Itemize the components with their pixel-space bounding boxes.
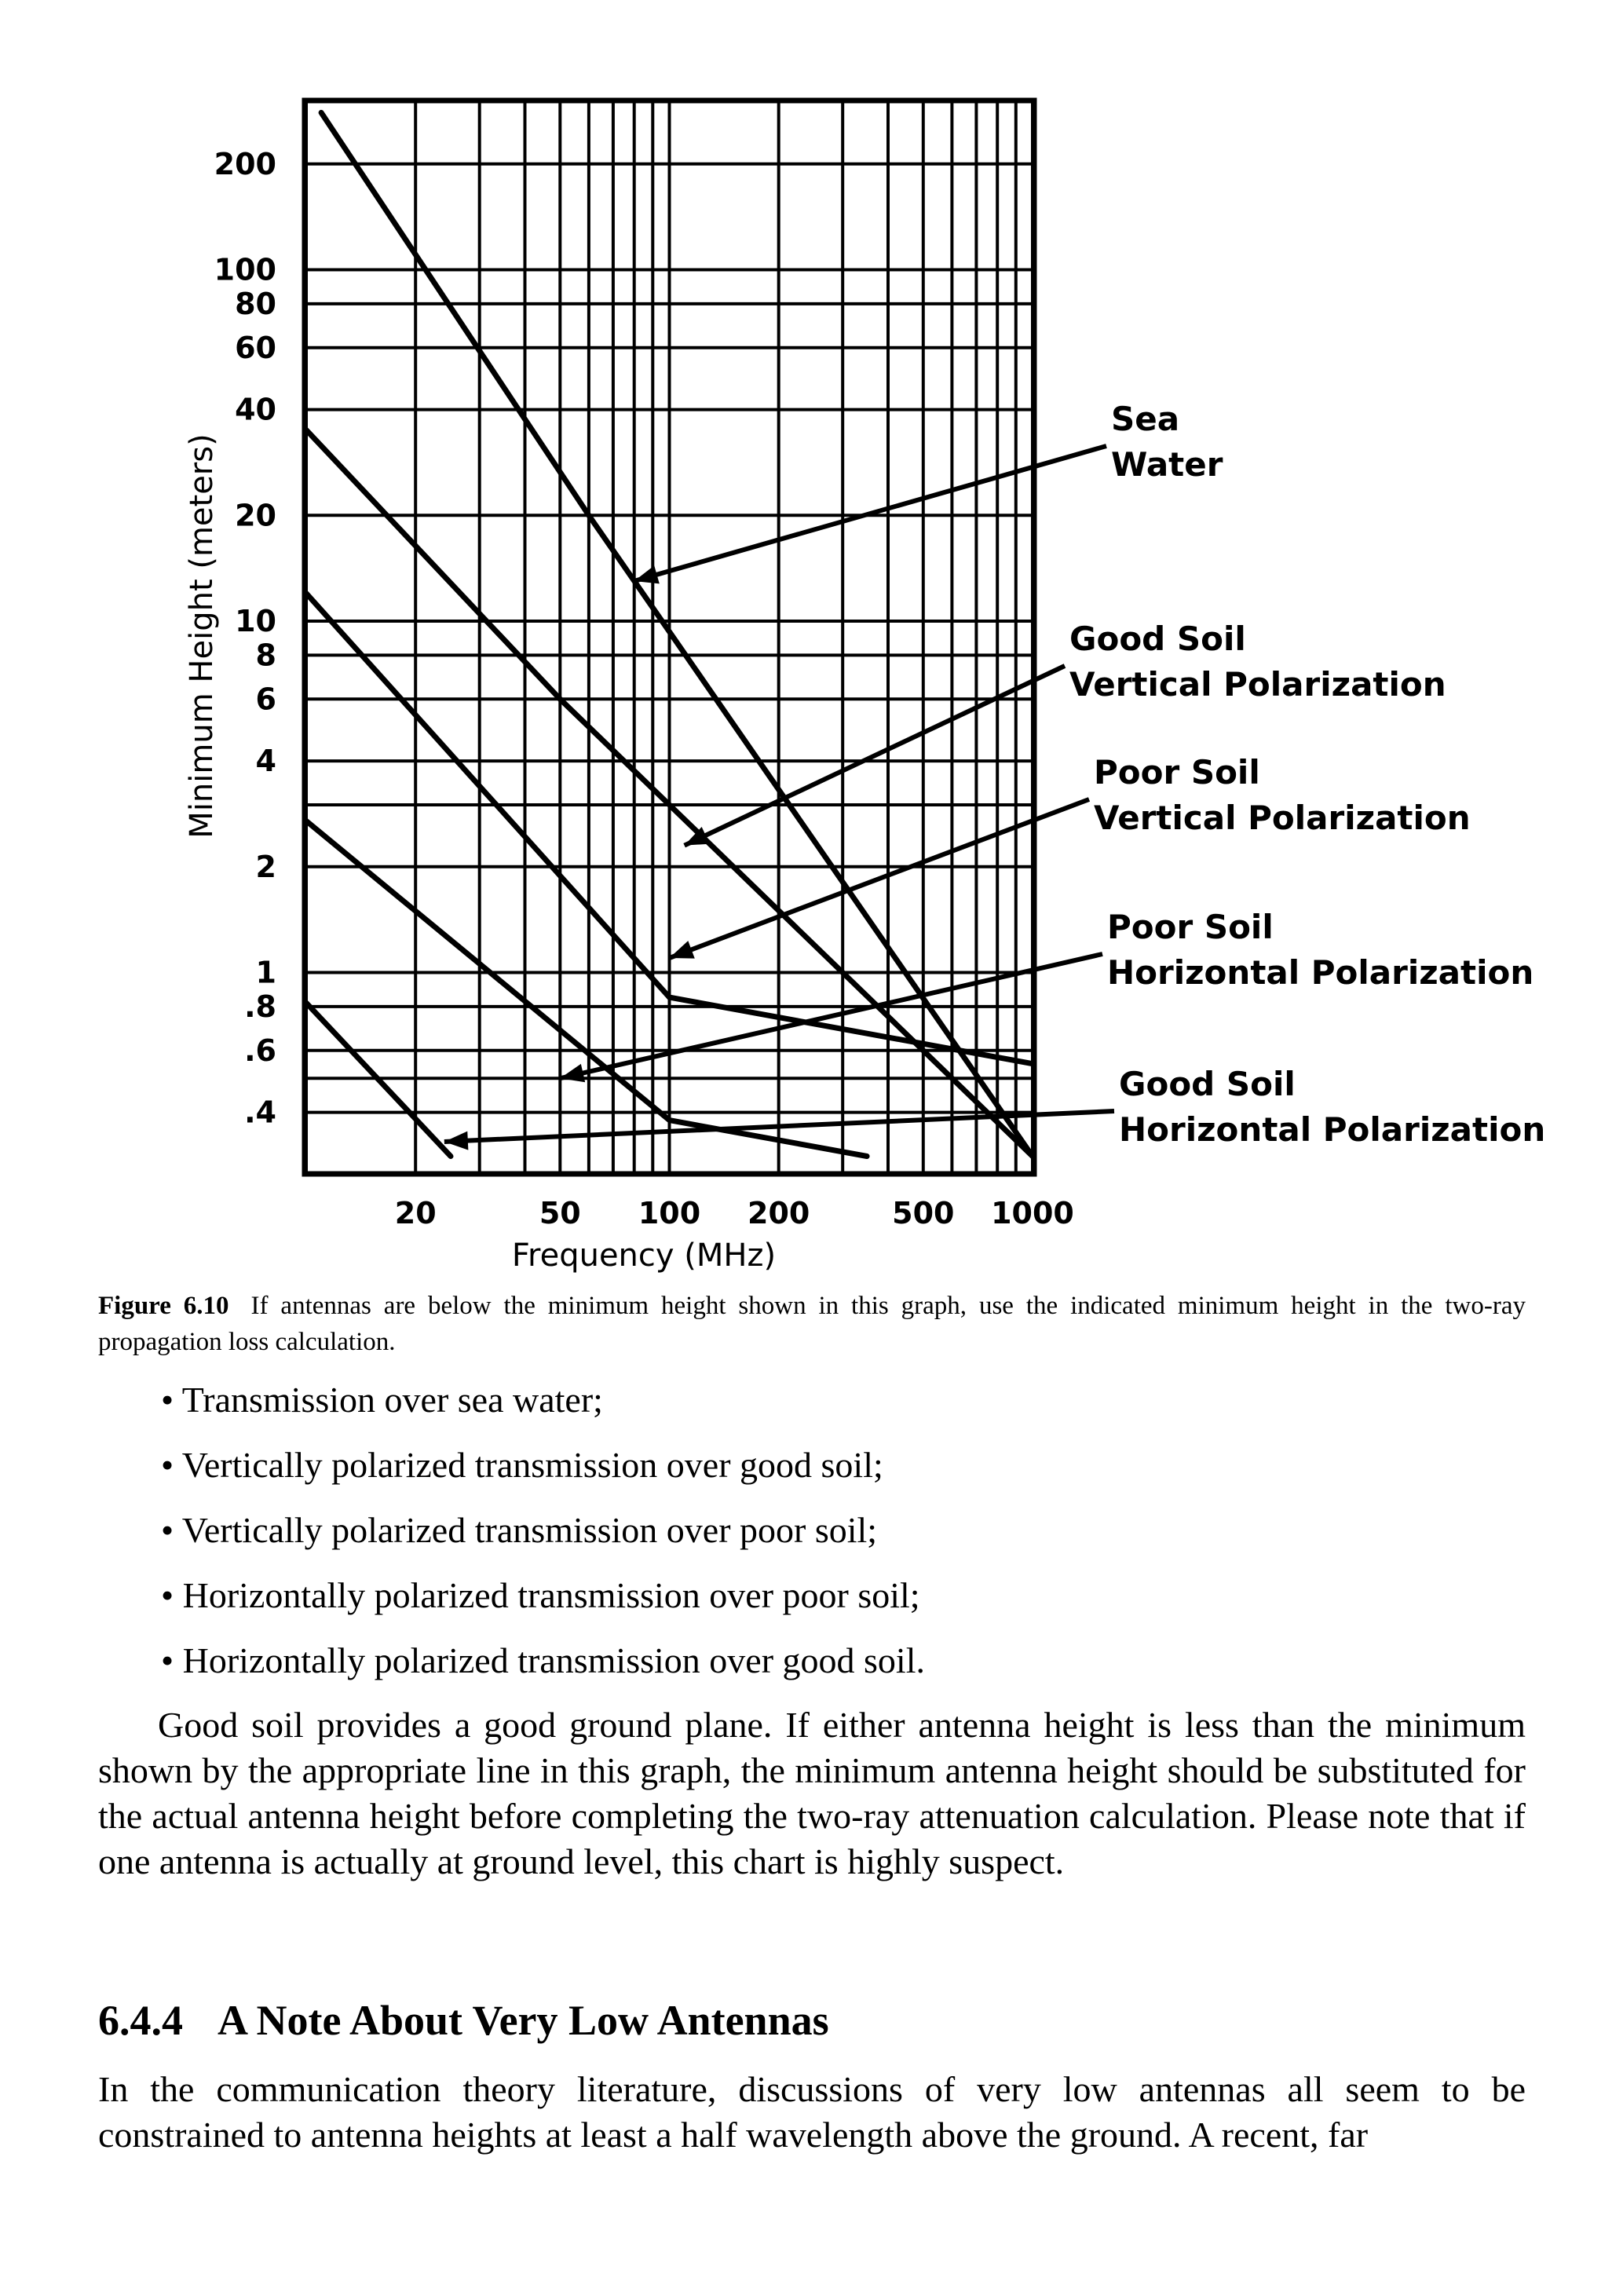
callout-arrowhead xyxy=(634,565,660,583)
x-tick-label: 100 xyxy=(638,1196,701,1230)
y-tick-label: 60 xyxy=(235,330,276,365)
section-title: A Note About Very Low Antennas xyxy=(217,1997,829,2044)
callout-label-1: Sea xyxy=(1111,400,1180,438)
body-paragraph-good-soil: Good soil provides a good ground plane. If either antenna height is less than the minimum shown by the appropriate line in this graph, the minimum antenna height should be substituted for the actual antenna height before completing the two-ray attenuation calculation. Please note that if one antenna is actually at ground level, this chart is highly suspect. xyxy=(98,1705,1526,1881)
callout-label-3: Vertical Polarization xyxy=(1094,799,1471,837)
x-axis-label: Frequency (MHz) xyxy=(511,1238,777,1274)
list-item: • Horizontally polarized transmission over good soil. xyxy=(161,1640,925,1680)
callout-arrowhead xyxy=(670,941,695,958)
y-tick-label: 6 xyxy=(255,682,276,717)
callout-label-4: Horizontal Polarization xyxy=(1107,953,1534,992)
y-axis-label: Minimum Height (meters) xyxy=(184,433,220,839)
y-tick-label: 10 xyxy=(235,604,276,638)
list-item: • Vertically polarized transmission over good soil; xyxy=(161,1445,883,1485)
body-paragraph-low-antennas: In the communication theory literature, discussions of very low antennas all seem to be constrained to antenna heights at least a half wavelength above the ground. A recent, far xyxy=(98,2069,1526,2155)
y-tick-label: .4 xyxy=(244,1095,276,1130)
callout-label-4: Poor Soil xyxy=(1107,908,1274,946)
callout-label-1: Water xyxy=(1111,445,1223,484)
y-tick-label: 80 xyxy=(235,286,276,321)
x-tick-label: 500 xyxy=(892,1196,955,1230)
list-item: • Transmission over sea water; xyxy=(161,1380,603,1420)
x-tick-labels xyxy=(395,1196,1074,1230)
callout-label-3: Poor Soil xyxy=(1094,753,1260,792)
y-tick-label: 2 xyxy=(255,849,276,884)
callout-arrow-line xyxy=(685,666,1065,846)
y-tick-label: 20 xyxy=(235,498,276,533)
section-heading xyxy=(98,1996,829,2045)
callout-label-2: Good Soil xyxy=(1069,620,1246,658)
callout-label-5: Good Soil xyxy=(1119,1065,1296,1103)
y-tick-label: 1 xyxy=(255,955,276,990)
figure-caption-text: If antennas are below the minimum height shown in this graph, use the indicated minimum height in the two-ray propagation loss calculation. xyxy=(98,1292,1526,1356)
x-tick-label: 200 xyxy=(748,1196,810,1230)
callout-label-5: Horizontal Polarization xyxy=(1119,1110,1546,1149)
y-tick-label: 200 xyxy=(214,146,276,181)
y-tick-label: 40 xyxy=(235,392,276,427)
bullet-list xyxy=(161,1376,925,1702)
series-callout-labels xyxy=(1069,400,1545,1149)
list-item: • Horizontally polarized transmission over poor soil; xyxy=(161,1575,920,1615)
callout-arrowhead xyxy=(444,1132,469,1150)
callout-label-2: Vertical Polarization xyxy=(1069,665,1446,704)
y-tick-label: 100 xyxy=(214,252,276,287)
y-tick-label: .6 xyxy=(244,1033,276,1068)
x-tick-label: 50 xyxy=(539,1196,581,1230)
y-tick-label: 4 xyxy=(255,744,276,779)
vertical-gridlines xyxy=(306,102,1033,1172)
section-number: 6.4.4 xyxy=(98,1997,183,2044)
list-item: • Vertically polarized transmission over poor soil; xyxy=(161,1510,878,1550)
series-line-4 xyxy=(306,821,867,1157)
y-tick-label: .8 xyxy=(244,989,276,1024)
figure-caption xyxy=(98,1288,1526,1360)
y-tick-label: 8 xyxy=(255,638,276,673)
x-tick-label: 20 xyxy=(394,1196,437,1230)
y-tick-labels xyxy=(214,147,276,1130)
figure-number: Figure 6.10 xyxy=(98,1292,229,1320)
x-tick-label: 1000 xyxy=(991,1196,1074,1230)
